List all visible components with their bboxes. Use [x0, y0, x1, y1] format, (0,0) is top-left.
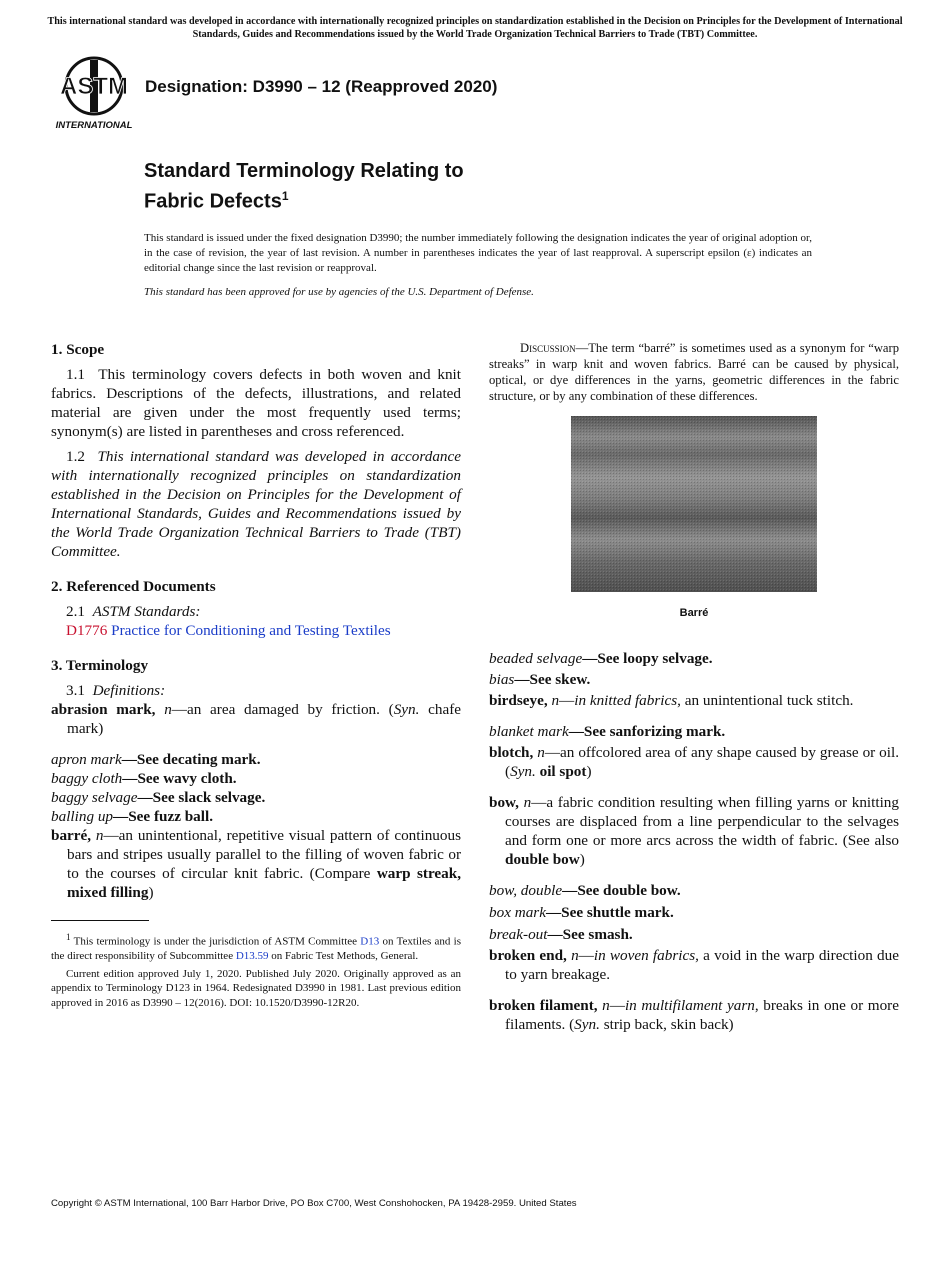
- term-broken-end: broken end, n—in woven fabrics, a void in the warp direction due to yarn breakage.: [489, 947, 899, 983]
- right-column: [489, 340, 899, 404]
- term-bow-double: bow, double—See double bow.: [489, 882, 681, 899]
- term-baggy-cloth: baggy cloth—See wavy cloth.: [51, 770, 237, 787]
- refdoc-link[interactable]: D1776 Practice for Conditioning and Testing Textiles: [66, 622, 391, 639]
- link-d13[interactable]: D13: [360, 935, 380, 948]
- approved-note: This standard has been approved for use by agencies of the U.S. Department of Defense.: [144, 286, 534, 298]
- right-terms: [489, 649, 899, 1034]
- title-line2: Fabric Defects$^1$: [144, 189, 289, 213]
- page-title: [144, 159, 464, 215]
- term-box-mark: box mark—See shuttle mark.: [489, 904, 674, 921]
- discussion-note: Discussion—The term “barré” is sometimes used as a synonym for “warp streaks” in warp knit and woven fabrics. Barré can be caused by physical, optical, or dye differences in the yarns, geometric differences in the fabric structure, or by any combination of these differences.: [489, 341, 899, 403]
- logo-mark: ASTM: [60, 73, 128, 100]
- figure-caption: Barré: [679, 607, 709, 619]
- term-bow: bow, n—a fabric condition resulting when filling yarns or knitting courses are displaced from a line perpendicular to the selvages and form one or more arcs across the width of fabric. (See also double bow): [489, 794, 899, 868]
- term-barre: barré, n—an unintentional, repetitive visual pattern of continuous bars and stripes usually parallel to the filling of woven fabric or to the courses of circular knit fabric. (Compare warp streak, mixed filling): [51, 827, 462, 901]
- footnotes: [51, 930, 461, 1013]
- term-apron-mark: apron mark—See decating mark.: [51, 751, 261, 768]
- term-blanket-mark: blanket mark—See sanforizing mark.: [489, 723, 726, 740]
- term-blotch: blotch, n—an offcolored area of any shape caused by grease or oil. (Syn. oil spot): [489, 744, 900, 780]
- issued-note: This standard is issued under the fixed designation D3990; the number immediately following the designation indicates the year of original adoption or, in the case of revision, the year of last revision. A number in parentheses indicates the year of last reapproval. A superscript epsilon (ε) indicates an editorial change since the last revision or reapproval.: [144, 232, 812, 275]
- term-birdseye: birdseye, n—in knitted fabrics, an unintentional tuck stitch.: [489, 692, 854, 709]
- term-broken-filament: broken filament, n—in multifilament yarn, breaks in one or more filaments. (Syn. strip back, skin back): [489, 997, 899, 1033]
- left-column: [51, 340, 461, 902]
- tbt-banner: This international standard was developed in accordance with internationally recognized principles on standardization established in the Decision on Principles for the Development of International Standards, Guides and Recommendations issued by the World Trade Organization Technical Barriers to Trade (TBT) Committee.: [47, 16, 903, 40]
- refdocs-heading: 2. Referenced Documents: [51, 578, 216, 595]
- footnote-2: Current edition approved July 1, 2020. Published July 2020. Originally approved as an appendix to Terminology D123 in 1964. Redesignated D3990 in 1981. Last previous edition approved in 2016 as D3990 – 12(2016). DOI: 10.1520/D3990-12R20.: [51, 967, 461, 1009]
- scope-p2: 1.2 This international standard was developed in accordance with internationally recognized principles on standardization established in the Decision on Principles for the Development of International Standards, Guides and Recommendations issued by the World Trade Organization Technical Barriers to Trade (TBT) Committee.: [51, 448, 461, 560]
- title-footnote-mark: 1: [281, 189, 289, 203]
- scope-p1: 1.1 This terminology covers defects in both woven and knit fabrics. Descriptions of the defects, illustrations, and related material are given under the most frequently used terms; synonym(s) are listed in parentheses and cross referenced.: [51, 366, 461, 440]
- designation: Designation: D3990 – 12 (Reapproved 2020): [145, 77, 498, 96]
- footnote-rule: [51, 920, 149, 921]
- term-beaded-selvage: beaded selvage—See loopy selvage.: [489, 650, 713, 667]
- term-baggy-selvage: baggy selvage—See slack selvage.: [51, 789, 266, 806]
- terminology-p: 3.1 Definitions:: [66, 682, 166, 699]
- term-abrasion-mark: abrasion mark, n—an area damaged by friction. (Syn. chafe mark): [51, 701, 462, 737]
- scope-heading: 1. Scope: [51, 341, 105, 358]
- barre-figure: [571, 416, 817, 592]
- link-d13-59[interactable]: D13.59: [235, 950, 269, 963]
- title-line1: Standard Terminology Relating to: [144, 160, 464, 182]
- term-balling-up: balling up—See fuzz ball.: [51, 808, 214, 825]
- astm-logo: [54, 56, 134, 132]
- refdocs-p: 2.1 ASTM Standards:: [66, 603, 201, 620]
- footnote-1: $^1$ This terminology is under the jurisdiction of ASTM Committee D13 on Textiles and is the direct responsibility of Subcommittee D13.59 on Fabric Test Methods, General.: [51, 932, 461, 963]
- logo-subtext: INTERNATIONAL: [55, 120, 133, 131]
- terminology-heading: 3. Terminology: [51, 657, 149, 674]
- copyright: Copyright © ASTM International, 100 Barr Harbor Drive, PO Box C700, West Conshohocken, PA 19428-2959. United States: [51, 1198, 577, 1209]
- term-break-out: break-out—See smash.: [489, 926, 633, 943]
- term-bias: bias—See skew.: [489, 671, 591, 688]
